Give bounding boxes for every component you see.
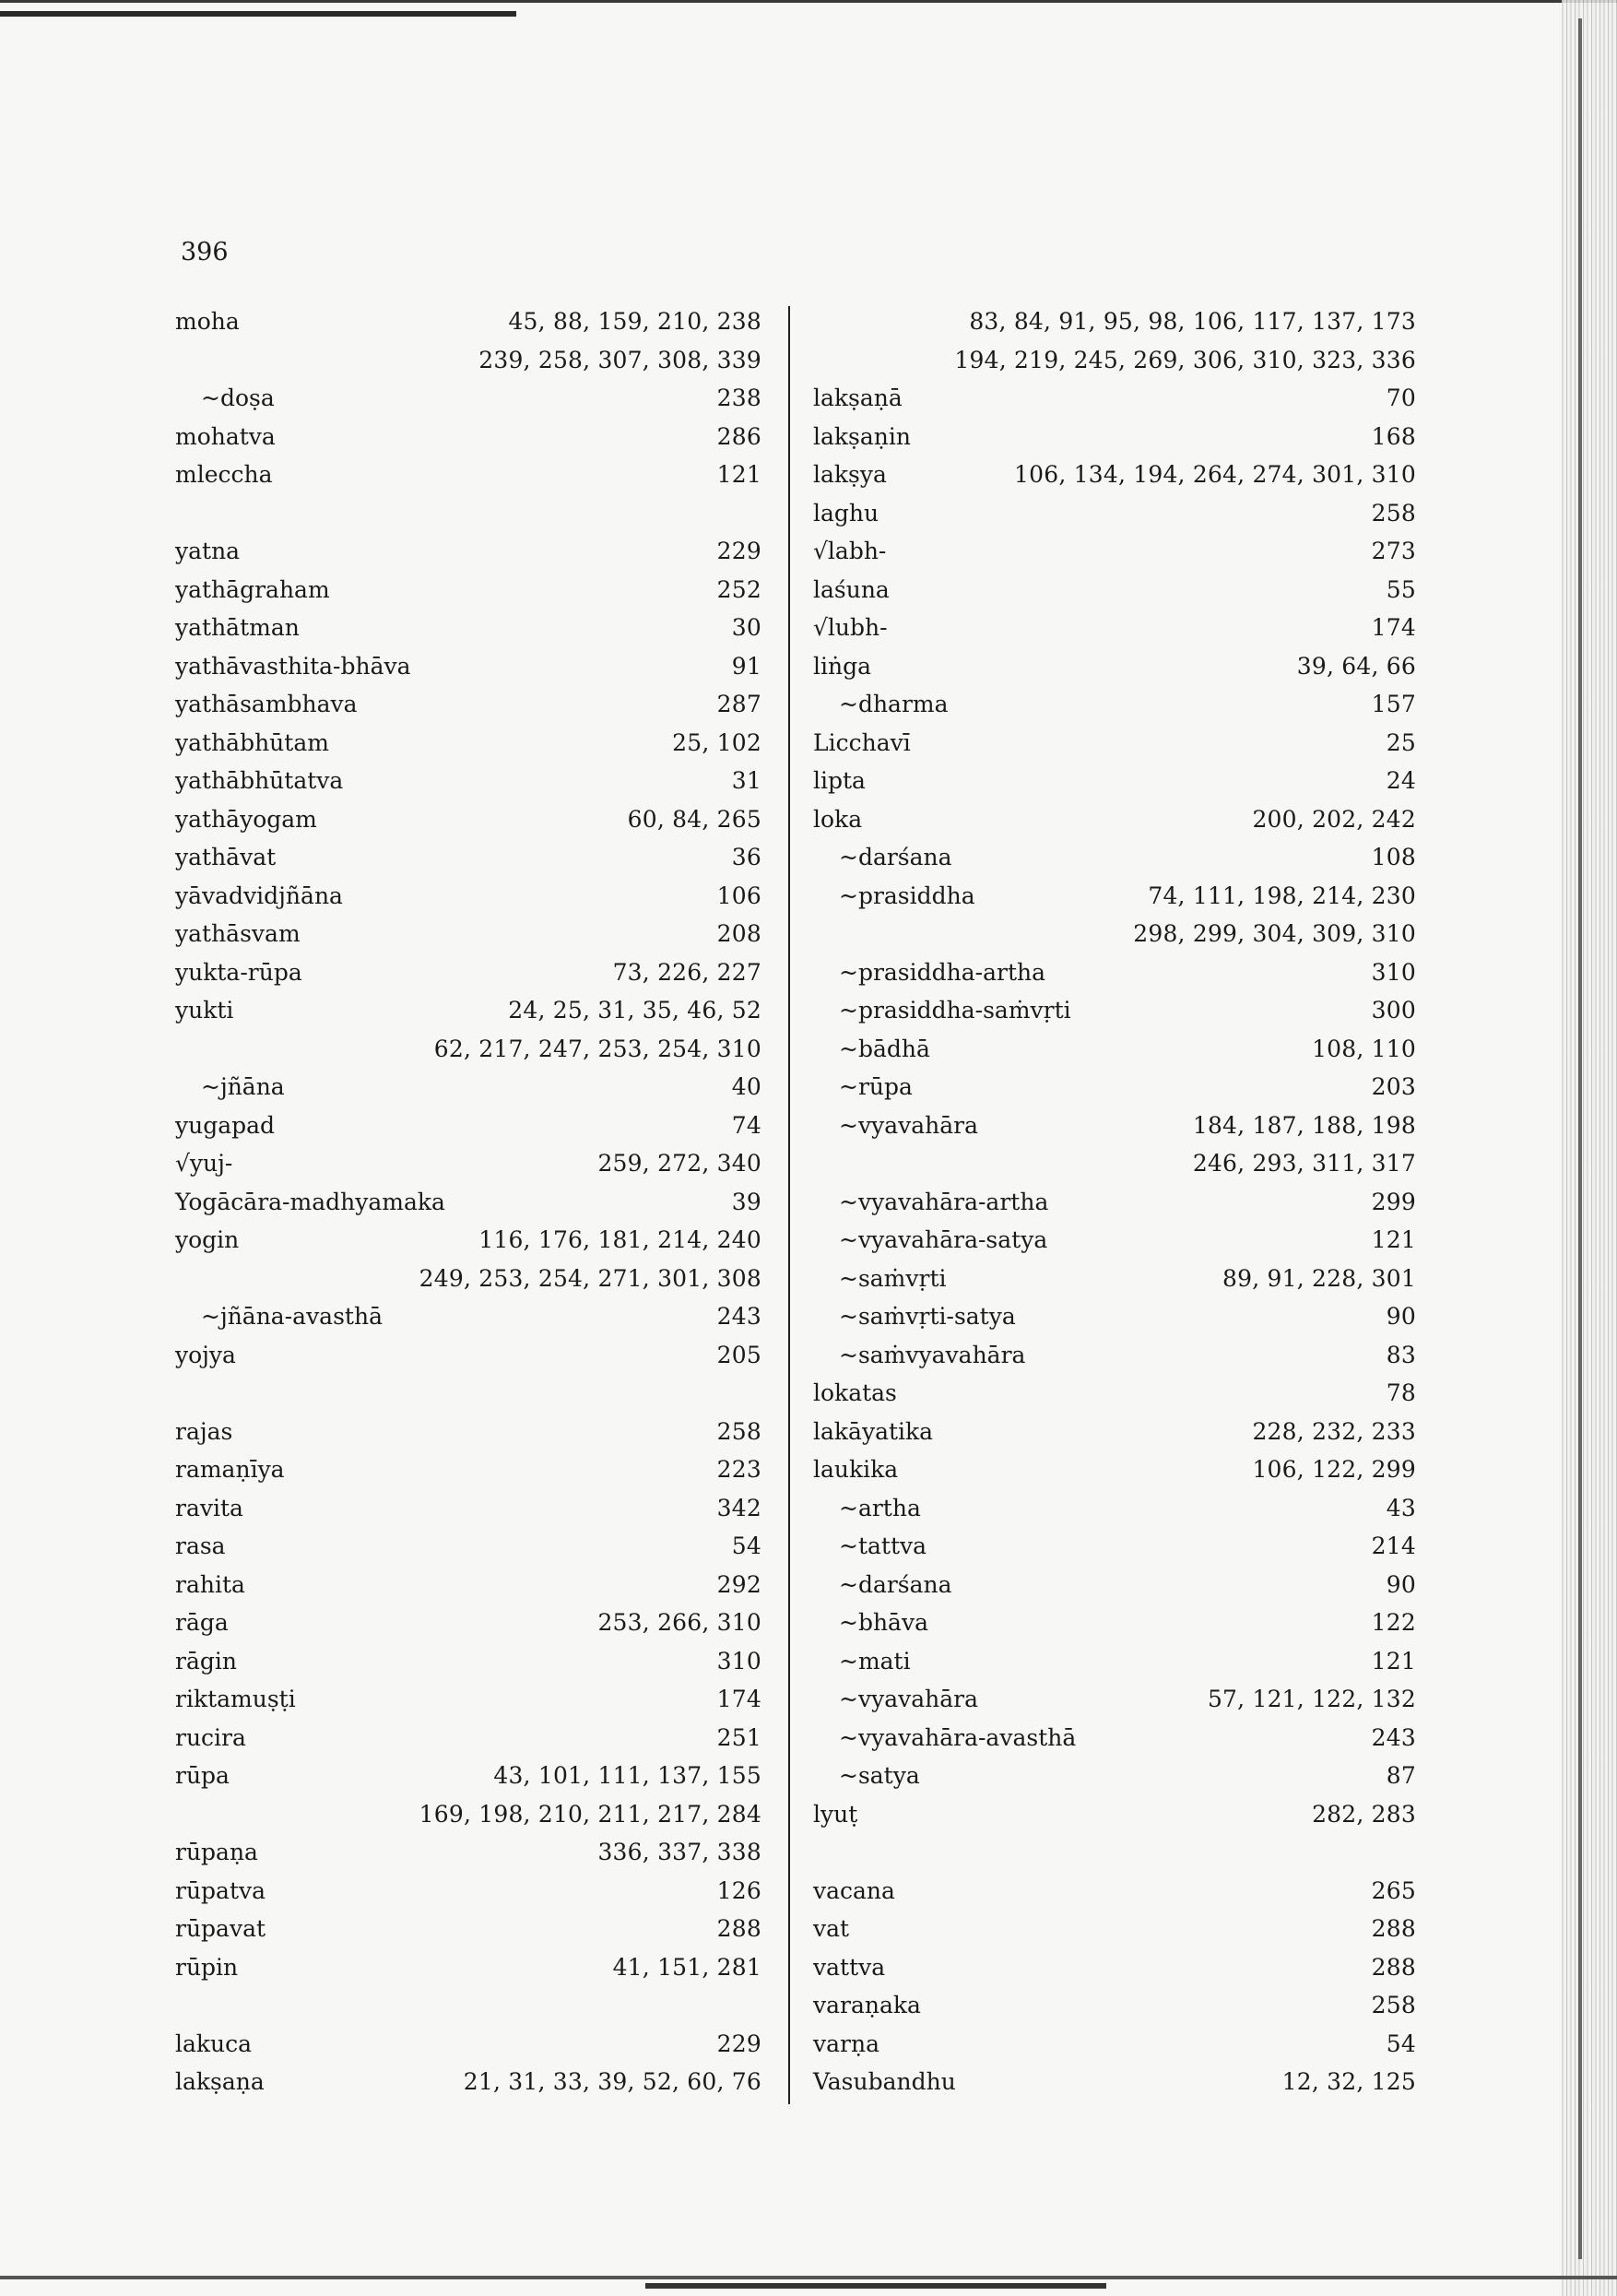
index-term: rasa: [175, 1533, 226, 1559]
index-entry: [175, 1872, 761, 1911]
index-entry: [813, 1566, 1416, 1604]
index-entry: [813, 341, 1416, 380]
index-pages: 252: [716, 575, 761, 603]
index-pages: 55: [1386, 575, 1416, 603]
index-term: yathātman: [175, 614, 300, 641]
index-pages: 287: [716, 691, 761, 717]
index-term: ~artha: [839, 1494, 921, 1521]
index-entry: [813, 1183, 1416, 1222]
index-entry: [175, 1795, 761, 1834]
index-pages: 200, 202, 242: [1252, 805, 1416, 833]
index-pages: 108: [1371, 844, 1416, 870]
scan-edge-right-line: [1578, 18, 1582, 2259]
scan-edge-bottom-bar: [645, 2283, 1106, 2289]
index-entry: [175, 494, 761, 533]
index-term: yāvadvidjñāna: [175, 882, 343, 909]
index-column-right: [813, 302, 1416, 2101]
index-entry: [813, 1413, 1416, 1451]
index-entry: [813, 953, 1416, 992]
index-term: lokatas: [813, 1379, 897, 1406]
index-entry: [813, 1680, 1416, 1719]
index-term: lakāyatika: [813, 1417, 934, 1445]
index-pages: 342: [716, 1494, 761, 1521]
index-term: lakuca: [175, 2030, 253, 2057]
index-entry: [175, 800, 761, 839]
index-term: vat: [813, 1915, 850, 1942]
index-entry: [175, 1107, 761, 1145]
index-entry: [175, 647, 761, 686]
index-pages: 73, 226, 227: [612, 958, 761, 986]
index-entry: [813, 724, 1416, 763]
index-term: yathābhūtatva: [175, 767, 344, 794]
index-pages: 239, 258, 307, 308, 339: [478, 346, 761, 373]
index-term: ~vyavahāra-artha: [839, 1188, 1049, 1215]
index-term: ~saṁvṛti: [839, 1264, 947, 1292]
index-entry: [813, 1297, 1416, 1336]
index-entry: [813, 1489, 1416, 1528]
index-entry: [813, 379, 1416, 418]
index-term: laghu: [813, 499, 879, 527]
index-term: yathāsvam: [175, 920, 301, 947]
index-entry: [813, 2025, 1416, 2064]
index-entry: [813, 762, 1416, 800]
index-entry: [175, 915, 761, 953]
index-entry: [175, 762, 761, 800]
index-pages: 292: [716, 1570, 761, 1598]
index-entry: [813, 1986, 1416, 2025]
index-term: yogin: [175, 1226, 240, 1253]
scan-edge-right: [1562, 0, 1617, 2296]
index-entry: [175, 1566, 761, 1604]
index-term: ~saṁvṛti-satya: [839, 1303, 1016, 1330]
index-entry: [813, 647, 1416, 686]
index-entry: [175, 1336, 761, 1375]
index-entry: [813, 1948, 1416, 1987]
index-entry: [175, 1948, 761, 1987]
index-pages: 91: [731, 652, 761, 680]
index-entry: [813, 685, 1416, 724]
index-term: yugapad: [175, 1111, 276, 1139]
index-pages: 126: [716, 1876, 761, 1904]
index-entry: [175, 302, 761, 341]
index-pages: 70: [1386, 385, 1416, 411]
index-entry: [175, 532, 761, 571]
index-term: ~vyavahāra-avasthā: [839, 1723, 1077, 1751]
index-entry: [175, 1757, 761, 1795]
index-term: ~mati: [839, 1647, 911, 1675]
index-term: rucira: [175, 1723, 246, 1751]
index-pages: 336, 337, 338: [597, 1839, 761, 1865]
index-term: lyuṭ: [813, 1800, 858, 1828]
index-pages: 203: [1371, 1073, 1416, 1100]
index-entry: [175, 1030, 761, 1069]
index-term: liṅga: [813, 652, 872, 680]
index-term: varṇa: [813, 2030, 879, 2057]
index-term: √lubh-: [813, 614, 888, 641]
index-entry: [813, 991, 1416, 1030]
index-term: ramaṇīya: [175, 1456, 285, 1483]
index-term: laukika: [813, 1456, 899, 1483]
index-pages: 229: [716, 2030, 761, 2057]
index-pages: 24: [1386, 767, 1416, 794]
index-entry: [175, 953, 761, 992]
index-term: lakṣya: [813, 461, 887, 488]
index-term: ~tattva: [839, 1533, 927, 1559]
index-term: rūpin: [175, 1953, 239, 1981]
index-term: rūpa: [175, 1762, 230, 1789]
index-entry: [813, 609, 1416, 647]
index-term: rāga: [175, 1609, 229, 1636]
index-entry: [175, 838, 761, 877]
index-entry: [813, 302, 1416, 341]
index-entry: [175, 1068, 761, 1107]
index-pages: 25, 102: [672, 728, 761, 756]
index-term: √labh-: [813, 538, 887, 564]
index-term: mohatva: [175, 422, 276, 450]
index-term: yukta-rūpa: [175, 958, 302, 986]
index-term: yathāyogam: [175, 805, 317, 833]
index-entry: [813, 494, 1416, 533]
index-term: vacana: [813, 1876, 895, 1904]
index-term: laśuna: [813, 575, 890, 603]
index-pages: 288: [1371, 1953, 1416, 1981]
index-pages: 286: [716, 422, 761, 450]
index-term: Licchavī: [813, 728, 911, 756]
scan-edge-top-bar: [0, 11, 516, 17]
index-term: yatna: [175, 538, 241, 564]
index-term: ~doṣa: [201, 385, 275, 411]
index-column-left: [175, 302, 761, 2101]
index-entry: [813, 1604, 1416, 1642]
index-term: lakṣaṇin: [813, 422, 911, 450]
index-entry: [175, 685, 761, 724]
index-pages: 243: [716, 1303, 761, 1330]
index-entry: [175, 1183, 761, 1222]
index-entry: [813, 838, 1416, 877]
index-pages: 83, 84, 91, 95, 98, 106, 117, 137, 173: [969, 308, 1416, 335]
index-pages: 25: [1386, 728, 1416, 756]
index-term: ~prasiddha: [839, 882, 975, 909]
index-term: moha: [175, 308, 240, 335]
index-pages: 106: [716, 882, 761, 909]
index-entry: [175, 609, 761, 647]
index-term: lakṣaṇa: [175, 2068, 265, 2095]
index-term: Yogācāra-madhyamaka: [175, 1188, 445, 1215]
index-pages: 258: [716, 1417, 761, 1445]
index-entry: [175, 1144, 761, 1183]
index-term: ~saṁvyavahāra: [839, 1341, 1026, 1368]
index-entry: [813, 1260, 1416, 1298]
index-entry: [175, 418, 761, 456]
index-pages: 288: [1371, 1915, 1416, 1942]
index-entry: [813, 1757, 1416, 1795]
index-pages: 184, 187, 188, 198: [1192, 1111, 1416, 1139]
index-pages: 39: [731, 1188, 761, 1215]
index-entry: [175, 991, 761, 1030]
index-pages: 214: [1371, 1533, 1416, 1559]
index-pages: 273: [1371, 538, 1416, 564]
index-pages: 74: [731, 1111, 761, 1139]
index-term: ~prasiddha-saṁvṛti: [839, 997, 1071, 1024]
index-pages: 83: [1386, 1341, 1416, 1368]
index-term: mleccha: [175, 461, 273, 488]
index-pages: 39, 64, 66: [1296, 652, 1416, 680]
index-pages: 208: [716, 920, 761, 947]
index-pages: 282, 283: [1312, 1800, 1416, 1828]
index-term: vattva: [813, 1953, 886, 1981]
index-entry: [813, 1221, 1416, 1260]
index-pages: 36: [731, 844, 761, 870]
index-pages: 259, 272, 340: [597, 1150, 761, 1177]
index-pages: 40: [731, 1073, 761, 1100]
index-entry: [813, 1872, 1416, 1911]
index-term: rūpatva: [175, 1876, 266, 1904]
index-entry: [813, 800, 1416, 839]
index-pages: 54: [731, 1533, 761, 1559]
index-pages: 251: [716, 1723, 761, 1751]
index-pages: 168: [1371, 422, 1416, 450]
index-entry: [813, 1374, 1416, 1413]
index-entry: [175, 1413, 761, 1451]
index-term: ~jñāna-avasthā: [201, 1303, 383, 1330]
index-entry: [813, 418, 1416, 456]
index-pages: 108, 110: [1312, 1035, 1416, 1062]
index-entry: [175, 1680, 761, 1719]
index-pages: 21, 31, 33, 39, 52, 60, 76: [463, 2068, 761, 2095]
index-pages: 121: [1371, 1647, 1416, 1675]
index-term: rūpavat: [175, 1915, 266, 1942]
index-term: ~satya: [839, 1762, 920, 1789]
index-entry: [175, 571, 761, 610]
index-pages: 258: [1371, 1992, 1416, 2018]
index-pages: 194, 219, 245, 269, 306, 310, 323, 336: [954, 346, 1416, 373]
index-entry: [175, 1374, 761, 1413]
index-entry: [813, 1719, 1416, 1758]
index-term: ~prasiddha-artha: [839, 958, 1045, 986]
index-pages: 54: [1386, 2030, 1416, 2057]
index-term: ~jñāna: [201, 1073, 285, 1100]
index-pages: 121: [1371, 1226, 1416, 1253]
index-term: yojya: [175, 1341, 236, 1368]
index-entry: [175, 1604, 761, 1642]
index-entry: [175, 1719, 761, 1758]
index-term: Vasubandhu: [813, 2068, 956, 2095]
index-entry: [175, 724, 761, 763]
index-term: lipta: [813, 767, 866, 794]
index-pages: 253, 266, 310: [597, 1609, 761, 1636]
index-pages: 300: [1371, 997, 1416, 1024]
index-term: ~darśana: [839, 844, 952, 870]
index-pages: 157: [1371, 691, 1416, 717]
index-term: ~vyavahāra: [839, 1111, 978, 1139]
index-pages: 57, 121, 122, 132: [1207, 1686, 1416, 1712]
index-entry: [175, 1910, 761, 1948]
index-pages: 43, 101, 111, 137, 155: [493, 1762, 761, 1789]
index-pages: 90: [1386, 1570, 1416, 1598]
index-entry: [175, 2025, 761, 2064]
index-entry: [175, 1527, 761, 1566]
index-term: yathāgraham: [175, 575, 330, 603]
index-entry: [175, 1221, 761, 1260]
index-entry: [813, 1107, 1416, 1145]
index-entry: [175, 2063, 761, 2101]
index-entry: [813, 1642, 1416, 1681]
index-term: ~bādhā: [839, 1035, 930, 1062]
index-pages: 223: [716, 1456, 761, 1483]
index-pages: 12, 32, 125: [1281, 2068, 1416, 2095]
index-term: √yuj-: [175, 1150, 233, 1177]
index-pages: 265: [1371, 1876, 1416, 1904]
index-entry: [813, 1910, 1416, 1948]
index-term: ~rūpa: [839, 1073, 913, 1100]
index-pages: 174: [1371, 614, 1416, 641]
index-pages: 89, 91, 228, 301: [1222, 1264, 1416, 1292]
index-entry: [813, 1527, 1416, 1566]
index-term: varaṇaka: [813, 1992, 921, 2018]
index-entry: [175, 877, 761, 916]
index-pages: 205: [716, 1341, 761, 1368]
index-term: lakṣaṇā: [813, 385, 903, 411]
index-entry: [175, 1642, 761, 1681]
index-pages: 30: [731, 614, 761, 641]
index-pages: 122: [1371, 1609, 1416, 1636]
column-divider: [788, 306, 790, 2104]
index-term: ~vyavahāra: [839, 1686, 978, 1712]
index-pages: 310: [1371, 958, 1416, 986]
index-entry: [175, 1986, 761, 2025]
index-term: ~vyavahāra-satya: [839, 1226, 1048, 1253]
index-entry: [813, 1068, 1416, 1107]
index-entry: [813, 2063, 1416, 2101]
index-pages: 87: [1386, 1762, 1416, 1789]
index-term: ~dharma: [839, 691, 949, 717]
index-pages: 246, 293, 311, 317: [1192, 1150, 1416, 1177]
index-pages: 90: [1386, 1303, 1416, 1330]
index-entry: [813, 877, 1416, 916]
index-pages: 174: [716, 1686, 761, 1712]
index-pages: 78: [1386, 1379, 1416, 1406]
index-entry: [175, 456, 761, 494]
index-pages: 169, 198, 210, 211, 217, 284: [419, 1800, 761, 1828]
index-term: ~darśana: [839, 1570, 952, 1598]
index-entry: [813, 1795, 1416, 1834]
index-pages: 43: [1386, 1494, 1416, 1521]
index-entry: [175, 341, 761, 380]
index-entry: [175, 1833, 761, 1872]
index-entry: [175, 1450, 761, 1489]
scan-edge-bottom: [0, 2276, 1617, 2279]
index-pages: 228, 232, 233: [1252, 1417, 1416, 1445]
index-term: yathāsambhava: [175, 691, 358, 717]
index-term: rajas: [175, 1417, 233, 1445]
index-entry: [813, 1833, 1416, 1872]
index-term: riktamuṣṭi: [175, 1686, 296, 1712]
index-term: ~bhāva: [839, 1609, 928, 1636]
index-pages: 62, 217, 247, 253, 254, 310: [433, 1035, 761, 1062]
index-pages: 243: [1371, 1723, 1416, 1751]
index-entry: [813, 456, 1416, 494]
index-pages: 238: [716, 385, 761, 411]
index-pages: 116, 176, 181, 214, 240: [478, 1226, 761, 1253]
index-term: ravita: [175, 1494, 243, 1521]
index-pages: 24, 25, 31, 35, 46, 52: [508, 997, 761, 1024]
index-pages: 121: [716, 461, 761, 488]
index-pages: 299: [1371, 1188, 1416, 1215]
index-pages: 106, 134, 194, 264, 274, 301, 310: [1014, 461, 1416, 488]
index-pages: 45, 88, 159, 210, 238: [508, 308, 761, 335]
index-term: rāgin: [175, 1647, 237, 1675]
index-pages: 249, 253, 254, 271, 301, 308: [419, 1264, 761, 1292]
index-pages: 74, 111, 198, 214, 230: [1148, 882, 1416, 909]
index-pages: 31: [731, 767, 761, 794]
index-entry: [813, 1144, 1416, 1183]
index-term: yathāvasthita-bhāva: [175, 652, 411, 680]
index-term: yukti: [175, 997, 234, 1024]
index-entry: [175, 1260, 761, 1298]
index-term: yathāvat: [175, 844, 277, 870]
index-term: rūpaṇa: [175, 1839, 258, 1865]
index-entry: [813, 1030, 1416, 1069]
index-pages: 60, 84, 265: [627, 805, 761, 833]
index-entry: [813, 571, 1416, 610]
index-term: rahita: [175, 1570, 245, 1598]
index-pages: 229: [716, 538, 761, 564]
index-entry: [175, 379, 761, 418]
index-entry: [813, 1450, 1416, 1489]
index-entry: [175, 1297, 761, 1336]
index-pages: 310: [716, 1647, 761, 1675]
index-pages: 258: [1371, 499, 1416, 527]
index-entry: [175, 1489, 761, 1528]
index-entry: [813, 532, 1416, 571]
index-entry: [813, 1336, 1416, 1375]
index-pages: 106, 122, 299: [1252, 1456, 1416, 1483]
index-pages: 298, 299, 304, 309, 310: [1133, 920, 1416, 947]
index-pages: 41, 151, 281: [612, 1953, 761, 1981]
page-number: 396: [181, 238, 229, 266]
index-pages: 288: [716, 1915, 761, 1942]
index-term: loka: [813, 805, 863, 833]
index-term: yathābhūtam: [175, 728, 329, 756]
index-entry: [813, 915, 1416, 953]
